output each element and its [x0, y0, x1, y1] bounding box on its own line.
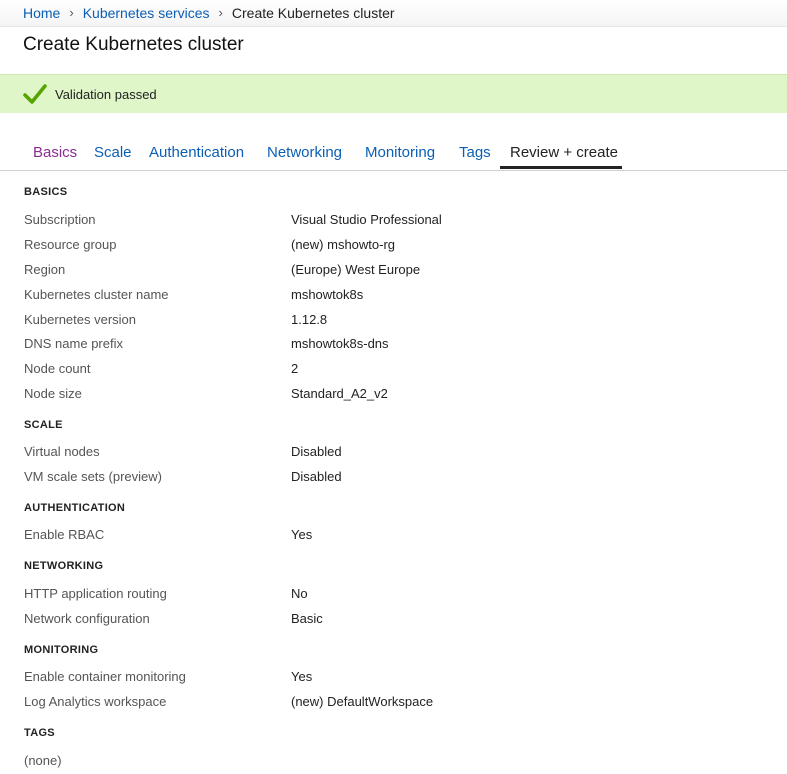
label-region: Region	[24, 262, 66, 277]
label-virtual-nodes: Virtual nodes	[24, 444, 100, 459]
breadcrumb-kubernetes-services-link[interactable]: Kubernetes services	[82, 5, 210, 21]
label-vm-scale-sets: VM scale sets (preview)	[24, 469, 162, 484]
value-vm-scale-sets: Disabled	[291, 469, 342, 484]
section-heading-tags: TAGS	[24, 727, 55, 739]
chevron-right-icon: ›	[218, 5, 223, 20]
tab-scale[interactable]: Scale	[94, 144, 132, 161]
label-dns-name-prefix: DNS name prefix	[24, 336, 123, 351]
active-tab-indicator	[500, 166, 622, 169]
validation-status-text: Validation passed	[55, 87, 157, 102]
tab-review-create[interactable]: Review + create	[510, 144, 618, 161]
validation-banner	[0, 74, 787, 113]
value-virtual-nodes: Disabled	[291, 444, 342, 459]
value-node-size: Standard_A2_v2	[291, 386, 388, 401]
section-heading-authentication: AUTHENTICATION	[24, 502, 126, 514]
label-node-count: Node count	[24, 361, 91, 376]
breadcrumb-home-link[interactable]: Home	[23, 5, 61, 21]
label-resource-group: Resource group	[24, 237, 117, 252]
value-log-analytics-workspace: (new) DefaultWorkspace	[291, 694, 434, 709]
label-kubernetes-version: Kubernetes version	[24, 312, 137, 327]
tab-networking[interactable]: Networking	[267, 144, 343, 161]
value-http-application-routing: No	[291, 586, 308, 601]
breadcrumb	[0, 0, 787, 27]
breadcrumb-trail	[23, 5, 395, 21]
breadcrumb-current: Create Kubernetes cluster	[231, 5, 395, 21]
value-network-configuration: Basic	[291, 611, 323, 626]
page-title: Create Kubernetes cluster	[23, 34, 244, 55]
label-cluster-name: Kubernetes cluster name	[24, 287, 169, 302]
section-heading-monitoring: MONITORING	[24, 644, 99, 656]
value-kubernetes-version: 1.12.8	[291, 312, 328, 327]
tab-authentication[interactable]: Authentication	[149, 144, 245, 161]
chevron-right-icon: ›	[69, 5, 74, 20]
section-heading-scale: SCALE	[24, 419, 63, 431]
tab-monitoring[interactable]: Monitoring	[365, 144, 436, 161]
tags-none-text: (none)	[24, 753, 62, 768]
section-heading-basics: BASICS	[24, 186, 68, 198]
tab-basics[interactable]: Basics	[33, 144, 78, 161]
label-http-application-routing: HTTP application routing	[24, 586, 167, 601]
tab-tags[interactable]: Tags	[459, 144, 491, 161]
value-subscription: Visual Studio Professional	[291, 212, 442, 227]
value-resource-group: (new) mshowto-rg	[291, 237, 396, 252]
value-enable-rbac: Yes	[291, 527, 313, 542]
label-log-analytics-workspace: Log Analytics workspace	[24, 694, 167, 709]
label-node-size: Node size	[24, 386, 82, 401]
label-enable-rbac: Enable RBAC	[24, 527, 105, 542]
label-enable-container-monitoring: Enable container monitoring	[24, 669, 186, 684]
section-heading-networking: NETWORKING	[24, 560, 104, 572]
value-enable-container-monitoring: Yes	[291, 669, 313, 684]
label-network-configuration: Network configuration	[24, 611, 150, 626]
value-region: (Europe) West Europe	[291, 262, 421, 277]
value-cluster-name: mshowtok8s	[291, 287, 364, 302]
checkmark-icon	[23, 83, 47, 105]
label-subscription: Subscription	[24, 212, 96, 227]
value-node-count: 2	[291, 361, 299, 376]
tab-bar	[0, 136, 787, 171]
value-dns-name-prefix: mshowtok8s-dns	[291, 336, 389, 351]
